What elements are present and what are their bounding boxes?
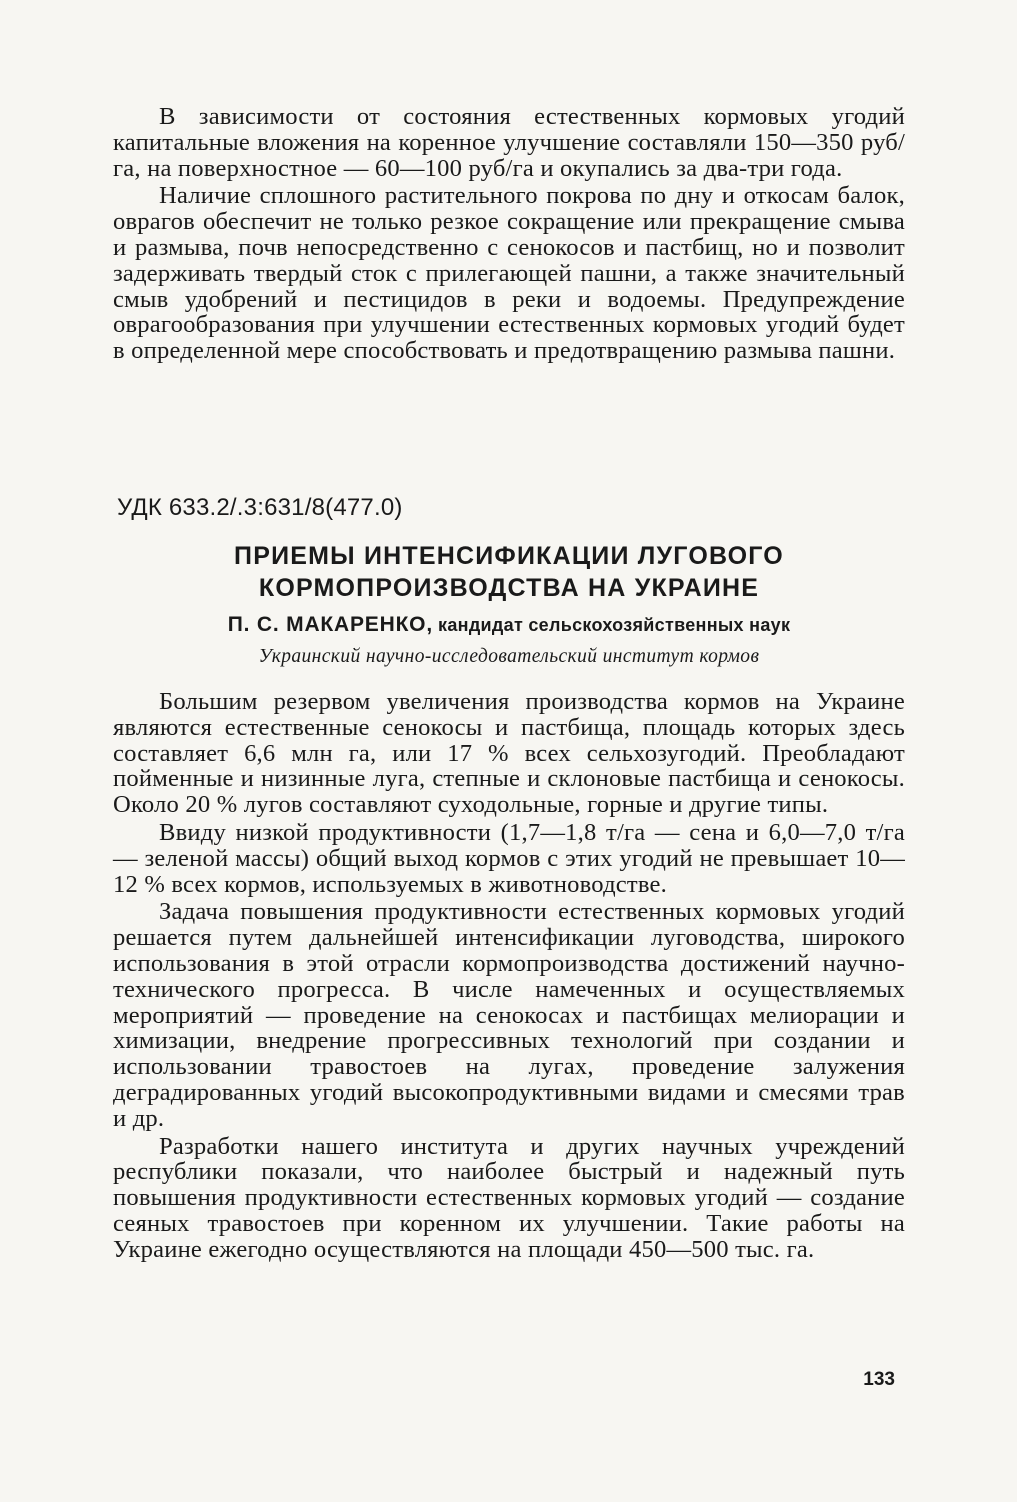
page-number: 133 — [863, 1369, 895, 1390]
article-title-line: ПРИЕМЫ ИНТЕНСИФИКАЦИИ ЛУГОВОГО — [234, 542, 784, 570]
article-title-line: КОРМОПРОИЗВОДСТВА НА УКРАИНЕ — [258, 574, 760, 602]
article-title — [113, 540, 905, 604]
previous-article-ending — [113, 104, 905, 364]
author-line — [113, 613, 905, 637]
article-body — [113, 689, 905, 1263]
paragraph: Ввиду низкой продуктивности (1,7—1,8 т/га — сена и 6,0—7,0 т/га — зеленой массы) общий выход кормов с этих угодий не превышает 10—12 % всех кормов, используемых в животноводстве. — [113, 818, 905, 898]
paragraph: В зависимости от состояния естественных кормовых угодий капитальные вложения на коренное улучшение составляли 150—350 руб/га, на поверхностное — 60—100 руб/га и окупались за два-три года. — [113, 103, 905, 182]
udc-code: УДК 633.2/.3:631/8(477.0) — [117, 494, 403, 521]
paragraph: Задача повышения продуктивности естественных кормовых угодий решается путем дальнейшей интенсификации луговодства, широкого использования в этой отрасли кормопроизводства достижений научно-технического прогресса. В числе намеченных и осуществляемых мероприятий — проведение на сенокосах и пастбищах мелиорации и химизации, внедрение прогрессивных технологий при создании и использовании травостоев на лугах, проведение залужения деградированных угодий высокопродуктивными видами и смесями трав и др. — [113, 898, 905, 1132]
paragraph: Разработки нашего института и других научных учреждений республики показали, что наиболее быстрый и надежный путь повышения продуктивности естественных кормовых угодий — создание сеяных травостоев при коренном их улучшении. Такие работы на Украине ежегодно осуществляются на площади 450—500 тыс. га. — [113, 1132, 905, 1263]
paragraph: Наличие сплошного растительного покрова по дну и откосам балок, оврагов обеспечит не только резкое сокращение или прекращение смыва и размыва, почв непосредственно с сенокосов и пастбищ, но и позволит задерживать твердый сток с прилегающей пашни, а также значительный смыв удобрений и пестицидов в реки и водоемы. Предупреждение оврагообразования при улучшении естественных кормовых угодий будет в определенной мере способствовать и предотвращению размыва пашни. — [113, 182, 905, 365]
paragraph: Большим резервом увеличения производства кормов на Украине являются естественные сенокосы и пастбища, площадь которых здесь составляет 6,6 млн га, или 17 % всех сельхозугодий. Преобладают пойменные и низинные луга, степные и склоновые пастбища и сенокосы. Около 20 % лугов составляют суходольные, горные и другие типы. — [113, 688, 905, 819]
author-institute: Украинский научно-исследовательский институт кормов — [258, 646, 760, 667]
author-degree: кандидат сельскохозяйственных наук — [438, 615, 791, 635]
document-page — [113, 104, 905, 1394]
author-name: П. С. МАКАРЕНКО, — [227, 613, 433, 636]
